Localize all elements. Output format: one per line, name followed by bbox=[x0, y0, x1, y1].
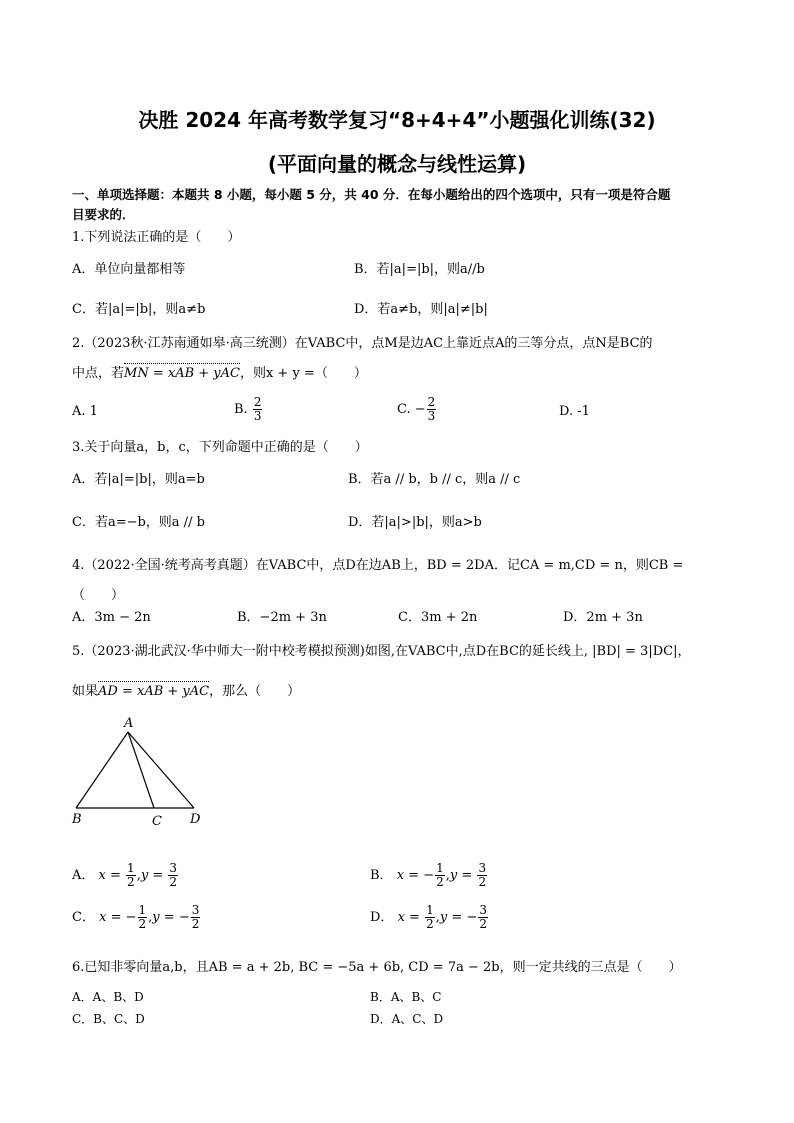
denominator: 2 bbox=[426, 917, 434, 931]
option-label: C． bbox=[72, 910, 95, 925]
q2-option-a: A. 1 bbox=[72, 404, 98, 419]
numerator: 1 bbox=[127, 861, 135, 875]
q1-option-c: C．若|a|=|b|，则a≠b bbox=[72, 302, 206, 317]
q2-vector-equation: MN = xAB + yAC bbox=[124, 366, 240, 381]
var-x: x bbox=[396, 868, 405, 883]
denominator: 2 bbox=[479, 917, 487, 931]
q2-option-b bbox=[234, 396, 263, 423]
q2-stem-cont bbox=[72, 362, 367, 381]
x-sign: − bbox=[423, 868, 435, 883]
x-fraction bbox=[425, 904, 435, 931]
denominator: 2 bbox=[138, 917, 147, 931]
y-sign: − bbox=[466, 910, 478, 925]
q5-triangle-figure bbox=[66, 712, 216, 832]
section-heading: 一、单项选择题：本题共 8 小题，每小题 5 分，共 40 分．在每小题给出的四个选项中，只有一项是符合题 bbox=[72, 187, 671, 202]
section-heading-cont: 目要求的． bbox=[72, 207, 135, 222]
q2-option-b-fraction bbox=[253, 396, 263, 423]
var-y: y bbox=[449, 868, 458, 883]
y-sign: − bbox=[178, 910, 190, 925]
q3-option-c: C．若a=−b，则a // b bbox=[72, 515, 205, 530]
segment-ab bbox=[76, 732, 128, 808]
var-y: y bbox=[152, 910, 160, 925]
q5-stem-prefix: 如果 bbox=[72, 684, 99, 699]
denominator: 2 bbox=[191, 917, 200, 931]
numerator: 2 bbox=[253, 395, 262, 409]
numerator: 3 bbox=[191, 903, 200, 917]
y-fraction bbox=[478, 904, 488, 931]
var-y: y bbox=[140, 868, 149, 883]
q3-stem: 3.关于向量a，b，c，下列命题中正确的是（ ） bbox=[72, 440, 368, 455]
var-x: x bbox=[99, 910, 107, 925]
y-fraction bbox=[168, 862, 178, 889]
q2-option-b-label: B. bbox=[234, 402, 248, 417]
denominator: 3 bbox=[253, 409, 262, 423]
q5-stem: 5.（2023·湖北武汉·华中师大一附中校考模拟预测)如图,在VABC中,点D在BC的延长线上, |BD| = 3|DC|， bbox=[72, 644, 691, 659]
q5-option-c: C． x = − $\frac{1}{2}$ ,y = − $\frac{3}{2}$ bbox=[72, 903, 200, 931]
point-label-a: A bbox=[124, 716, 134, 731]
q5-option-d: D． x = $\frac{1}{2}$ ,y = − $\frac{3}{2}$ bbox=[370, 903, 487, 931]
denominator: 3 bbox=[427, 409, 436, 423]
segment-ad bbox=[128, 732, 194, 808]
numerator: 2 bbox=[427, 395, 436, 409]
segment-ac bbox=[128, 732, 154, 808]
denominator: 2 bbox=[169, 875, 177, 889]
q5-stem-suffix: ，那么（ ） bbox=[209, 684, 301, 699]
option-label: B． bbox=[370, 868, 393, 883]
q5-option-a: A． x = $\frac{1}{2}$ ,y = $\frac{3}{2}$ bbox=[72, 861, 177, 889]
q1-option-b: B．若|a|=|b|，则a//b bbox=[354, 262, 485, 277]
denominator: 2 bbox=[436, 875, 444, 889]
option-label: A． bbox=[72, 868, 95, 883]
q4-option-a: A．3m − 2n bbox=[72, 610, 151, 625]
q2-option-d: D. -1 bbox=[559, 404, 590, 419]
q4-option-b: B．−2m + 3n bbox=[237, 610, 327, 625]
x-fraction bbox=[138, 904, 148, 931]
q6-option-d: D．A、C、D bbox=[370, 1012, 444, 1026]
q3-option-b: B．若a // b，b // c，则a // c bbox=[348, 472, 521, 487]
q6-option-c: C．B、C、D bbox=[72, 1012, 145, 1026]
q3-option-a: A．若|a|=|b|，则a=b bbox=[72, 472, 205, 487]
q3-option-d: D．若|a|>|b|，则a>b bbox=[348, 515, 482, 530]
point-label-c: C bbox=[152, 814, 162, 829]
option-label: D． bbox=[370, 910, 394, 925]
page-title: 决胜 2024 年高考数学复习“8+4+4”小题强化训练(32) bbox=[138, 108, 656, 132]
x-sign: − bbox=[125, 910, 137, 925]
numerator: 3 bbox=[478, 861, 487, 875]
var-x: x bbox=[98, 868, 106, 883]
numerator: 3 bbox=[479, 903, 487, 917]
point-label-b: B bbox=[72, 812, 82, 827]
numerator: 1 bbox=[426, 903, 434, 917]
q2-option-c-fraction bbox=[427, 396, 437, 423]
x-fraction bbox=[126, 862, 136, 889]
numerator: 3 bbox=[169, 861, 177, 875]
page-subtitle: (平面向量的概念与线性运算) bbox=[267, 152, 527, 176]
q2-stem-suffix: ，则x + y =（ ） bbox=[239, 366, 367, 381]
q2-option-c-sign: − bbox=[414, 402, 426, 417]
q4-stem: 4.（2022·全国·统考高考真题）在VABC中，点D在边AB上，BD = 2DA．记CA = m,CD = n，则CB = bbox=[72, 558, 684, 573]
x-fraction bbox=[435, 862, 445, 889]
q5-option-b: B． x = − $\frac{1}{2}$ ,y = $\frac{3}{2}$ bbox=[370, 861, 487, 889]
q2-stem-prefix: 中点，若 bbox=[72, 366, 125, 381]
q6-stem: 6.已知非零向量a,b，且AB = a + 2b, BC = −5a + 6b, CD = 7a − 2b，则一定共线的三点是（ ） bbox=[72, 960, 682, 975]
q5-stem-cont bbox=[72, 680, 300, 699]
numerator: 1 bbox=[436, 861, 444, 875]
var-y: y bbox=[439, 910, 448, 925]
q4-stem-cont: （ ） bbox=[72, 588, 125, 603]
var-x: x bbox=[397, 910, 405, 925]
q2-option-c-label: C. bbox=[397, 402, 411, 417]
q1-stem: 1.下列说法正确的是（ ） bbox=[72, 230, 241, 245]
y-fraction bbox=[191, 904, 201, 931]
q2-stem: 2.（2023秋·江苏南通如皋·高三统测）在VABC中，点M是边AC上靠近点A的三等分点，点N是BC的 bbox=[72, 336, 653, 351]
point-label-d: D bbox=[190, 812, 201, 827]
q6-option-b: B．A、B、C bbox=[370, 990, 442, 1004]
q6-option-a: A．A、B、D bbox=[72, 990, 144, 1004]
q5-vector-equation: AD = xAB + yAC bbox=[98, 684, 210, 699]
q2-option-c bbox=[397, 396, 437, 423]
denominator: 2 bbox=[478, 875, 487, 889]
q1-option-a: A．单位向量都相等 bbox=[72, 262, 186, 277]
q4-option-d: D．2m + 3n bbox=[563, 610, 643, 625]
q4-option-c: C．3m + 2n bbox=[398, 610, 478, 625]
denominator: 2 bbox=[127, 875, 135, 889]
numerator: 1 bbox=[138, 903, 147, 917]
q1-option-d: D．若a≠b，则|a|≠|b| bbox=[354, 302, 488, 317]
y-fraction bbox=[477, 862, 487, 889]
